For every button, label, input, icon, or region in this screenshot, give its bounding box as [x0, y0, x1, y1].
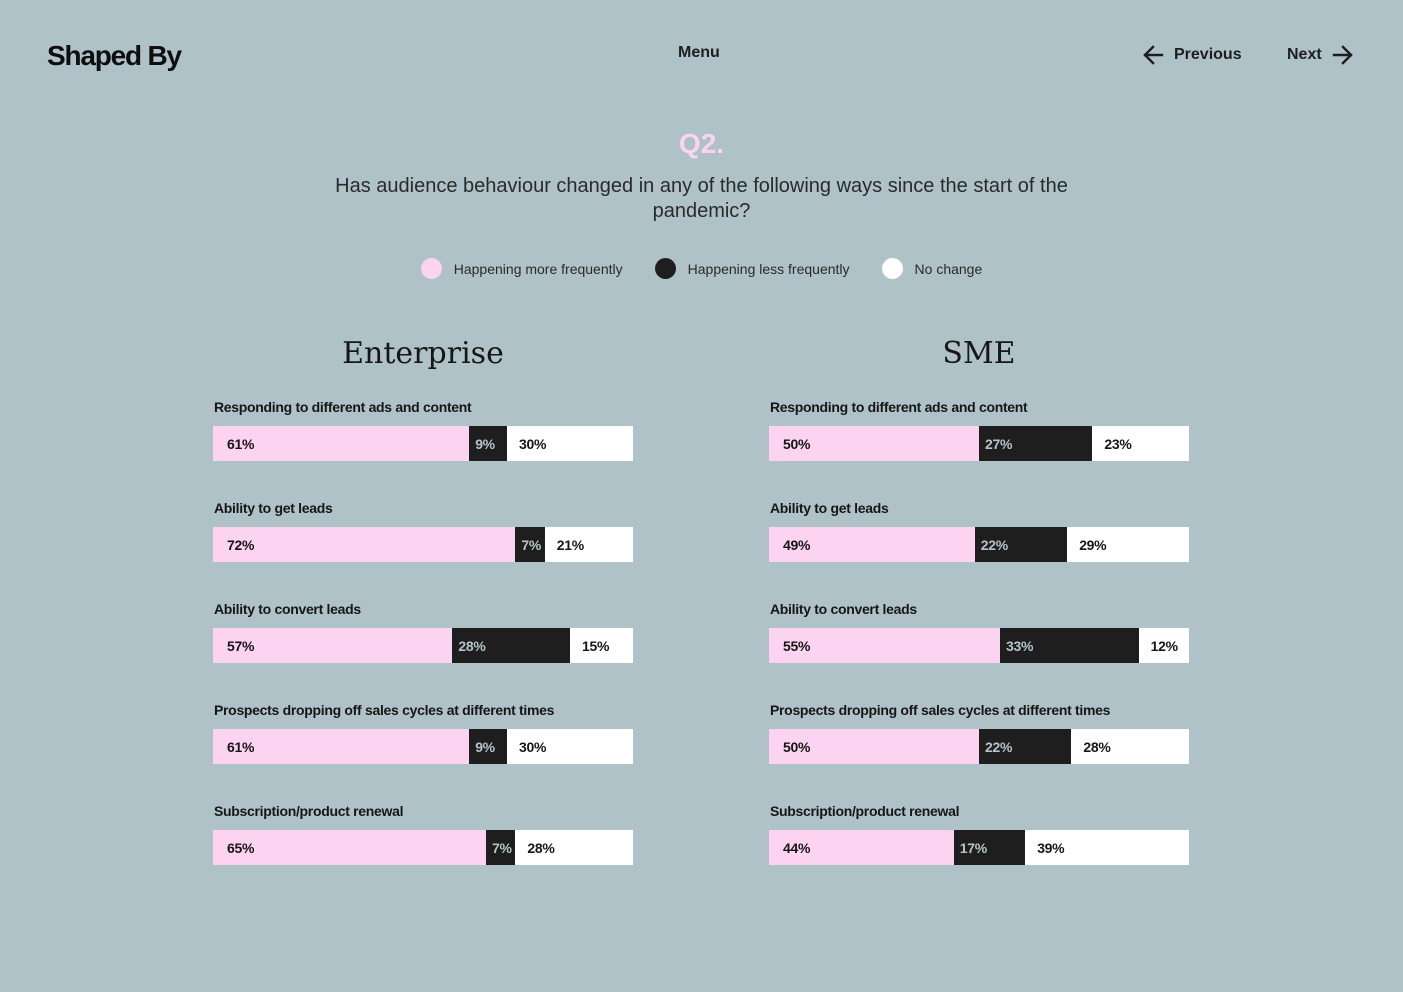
arrow-left-icon — [1142, 44, 1164, 66]
stacked-bar — [769, 628, 1189, 663]
data-label: 28% — [1083, 738, 1111, 755]
data-label: 28% — [458, 637, 486, 654]
data-label: 61% — [227, 738, 255, 755]
bar-segment-less — [486, 830, 515, 865]
data-label: 17% — [959, 839, 987, 856]
bar-segment-none — [1067, 527, 1189, 562]
stacked-bar — [213, 527, 633, 562]
data-label: 30% — [518, 738, 547, 755]
data-label: 61% — [227, 435, 255, 452]
bar-segment-less — [469, 729, 507, 764]
stacked-bar — [213, 628, 633, 663]
stacked-bar — [213, 830, 633, 865]
bar-segment-more — [213, 830, 486, 865]
bar-segment-less — [954, 830, 1025, 865]
legend-item-less — [655, 258, 850, 279]
legend-item-more — [421, 258, 623, 279]
data-label: 27% — [985, 435, 1013, 452]
data-label: 28% — [527, 839, 555, 856]
data-label: 23% — [1104, 435, 1132, 452]
bar-segment-less — [979, 426, 1092, 461]
arrow-right-icon — [1332, 44, 1354, 66]
chart-row — [769, 497, 1189, 598]
chart-row — [769, 800, 1189, 901]
logo[interactable]: Shaped By — [47, 40, 181, 71]
chart-row — [213, 497, 633, 598]
legend-item-none — [882, 258, 983, 279]
data-label: 49% — [783, 536, 811, 553]
next-label: Next — [1287, 46, 1322, 63]
bar-segment-none — [507, 426, 633, 461]
chart-row — [769, 699, 1189, 800]
chart-row — [213, 396, 633, 497]
bar-segment-none — [1139, 628, 1189, 663]
bar-segment-none — [1025, 830, 1189, 865]
data-label: 7% — [492, 839, 512, 856]
stacked-bar — [769, 729, 1189, 764]
legend — [0, 258, 1403, 279]
data-label: 22% — [980, 536, 1008, 553]
data-label: 9% — [475, 738, 495, 755]
data-label: 15% — [581, 637, 610, 654]
previous-label: Previous — [1174, 46, 1242, 63]
data-label: 9% — [475, 435, 495, 452]
question-text: Has audience behaviour changed in any of the following ways since the start of the pandemic? — [335, 175, 1068, 222]
data-label: 30% — [518, 435, 547, 452]
data-label: 29% — [1079, 536, 1107, 553]
data-label: 39% — [1037, 839, 1065, 856]
bar-segment-none — [1071, 729, 1189, 764]
bar-segment-more — [769, 527, 975, 562]
category-label: Subscription/product renewal — [770, 803, 960, 819]
category-label: Ability to convert leads — [214, 601, 361, 617]
bar-segment-more — [213, 426, 469, 461]
data-label: 72% — [227, 536, 255, 553]
category-label: Prospects dropping off sales cycles at different times — [214, 702, 555, 718]
bar-segment-less — [452, 628, 570, 663]
stacked-bar — [769, 830, 1189, 865]
category-label: Responding to different ads and content — [214, 399, 472, 415]
bar-segment-less — [469, 426, 507, 461]
bar-segment-none — [570, 628, 633, 663]
data-label: 44% — [783, 839, 811, 856]
data-label: 65% — [227, 839, 255, 856]
bar-segment-more — [769, 426, 979, 461]
legend-dot-less — [655, 258, 676, 279]
enterprise-rows — [213, 396, 633, 901]
bar-segment-none — [1092, 426, 1189, 461]
next-button[interactable] — [1287, 44, 1354, 66]
bar-segment-more — [769, 628, 1000, 663]
data-label: 21% — [556, 536, 584, 553]
bar-segment-none — [507, 729, 633, 764]
sme-rows — [769, 396, 1189, 901]
stacked-bar — [213, 729, 633, 764]
bar-segment-less — [979, 729, 1071, 764]
sme-panel — [769, 336, 1189, 901]
bar-segment-less — [975, 527, 1067, 562]
category-label: Responding to different ads and content — [770, 399, 1028, 415]
previous-button[interactable] — [1142, 44, 1242, 66]
bar-segment-more — [213, 527, 515, 562]
chart-row — [213, 598, 633, 699]
category-label: Ability to convert leads — [770, 601, 917, 617]
bar-segment-less — [515, 527, 544, 562]
bar-segment-more — [769, 729, 979, 764]
legend-dot-none — [882, 258, 903, 279]
stacked-bar — [769, 527, 1189, 562]
category-label: Prospects dropping off sales cycles at different times — [770, 702, 1111, 718]
bar-segment-more — [769, 830, 954, 865]
data-label: 12% — [1150, 637, 1178, 654]
bar-segment-less — [1000, 628, 1139, 663]
data-label: 57% — [227, 637, 255, 654]
category-label: Ability to get leads — [770, 500, 889, 516]
legend-label-less: Happening less frequently — [687, 260, 850, 277]
category-label: Subscription/product renewal — [214, 803, 404, 819]
panel-title-sme: SME — [942, 336, 1016, 371]
bar-segment-none — [515, 830, 633, 865]
chart-row — [213, 800, 633, 901]
menu-button[interactable]: Menu — [678, 44, 720, 61]
bar-segment-more — [213, 628, 452, 663]
chart-row — [769, 598, 1189, 699]
data-label: 22% — [985, 738, 1013, 755]
legend-dot-more — [421, 258, 442, 279]
chart-row — [769, 396, 1189, 497]
enterprise-panel — [213, 336, 633, 901]
data-label: 50% — [783, 738, 811, 755]
data-label: 33% — [1006, 637, 1034, 654]
data-label: 55% — [783, 637, 811, 654]
data-label: 7% — [521, 536, 542, 553]
stacked-bar — [213, 426, 633, 461]
stacked-bar — [769, 426, 1189, 461]
bar-segment-more — [213, 729, 469, 764]
chart-row — [213, 699, 633, 800]
legend-label-more: Happening more frequently — [453, 260, 623, 277]
question-number: Q2. — [678, 128, 725, 159]
panel-title-enterprise: Enterprise — [342, 336, 504, 371]
data-label: 50% — [783, 435, 811, 452]
legend-label-none: No change — [914, 260, 983, 277]
bar-segment-none — [545, 527, 633, 562]
category-label: Ability to get leads — [214, 500, 333, 516]
